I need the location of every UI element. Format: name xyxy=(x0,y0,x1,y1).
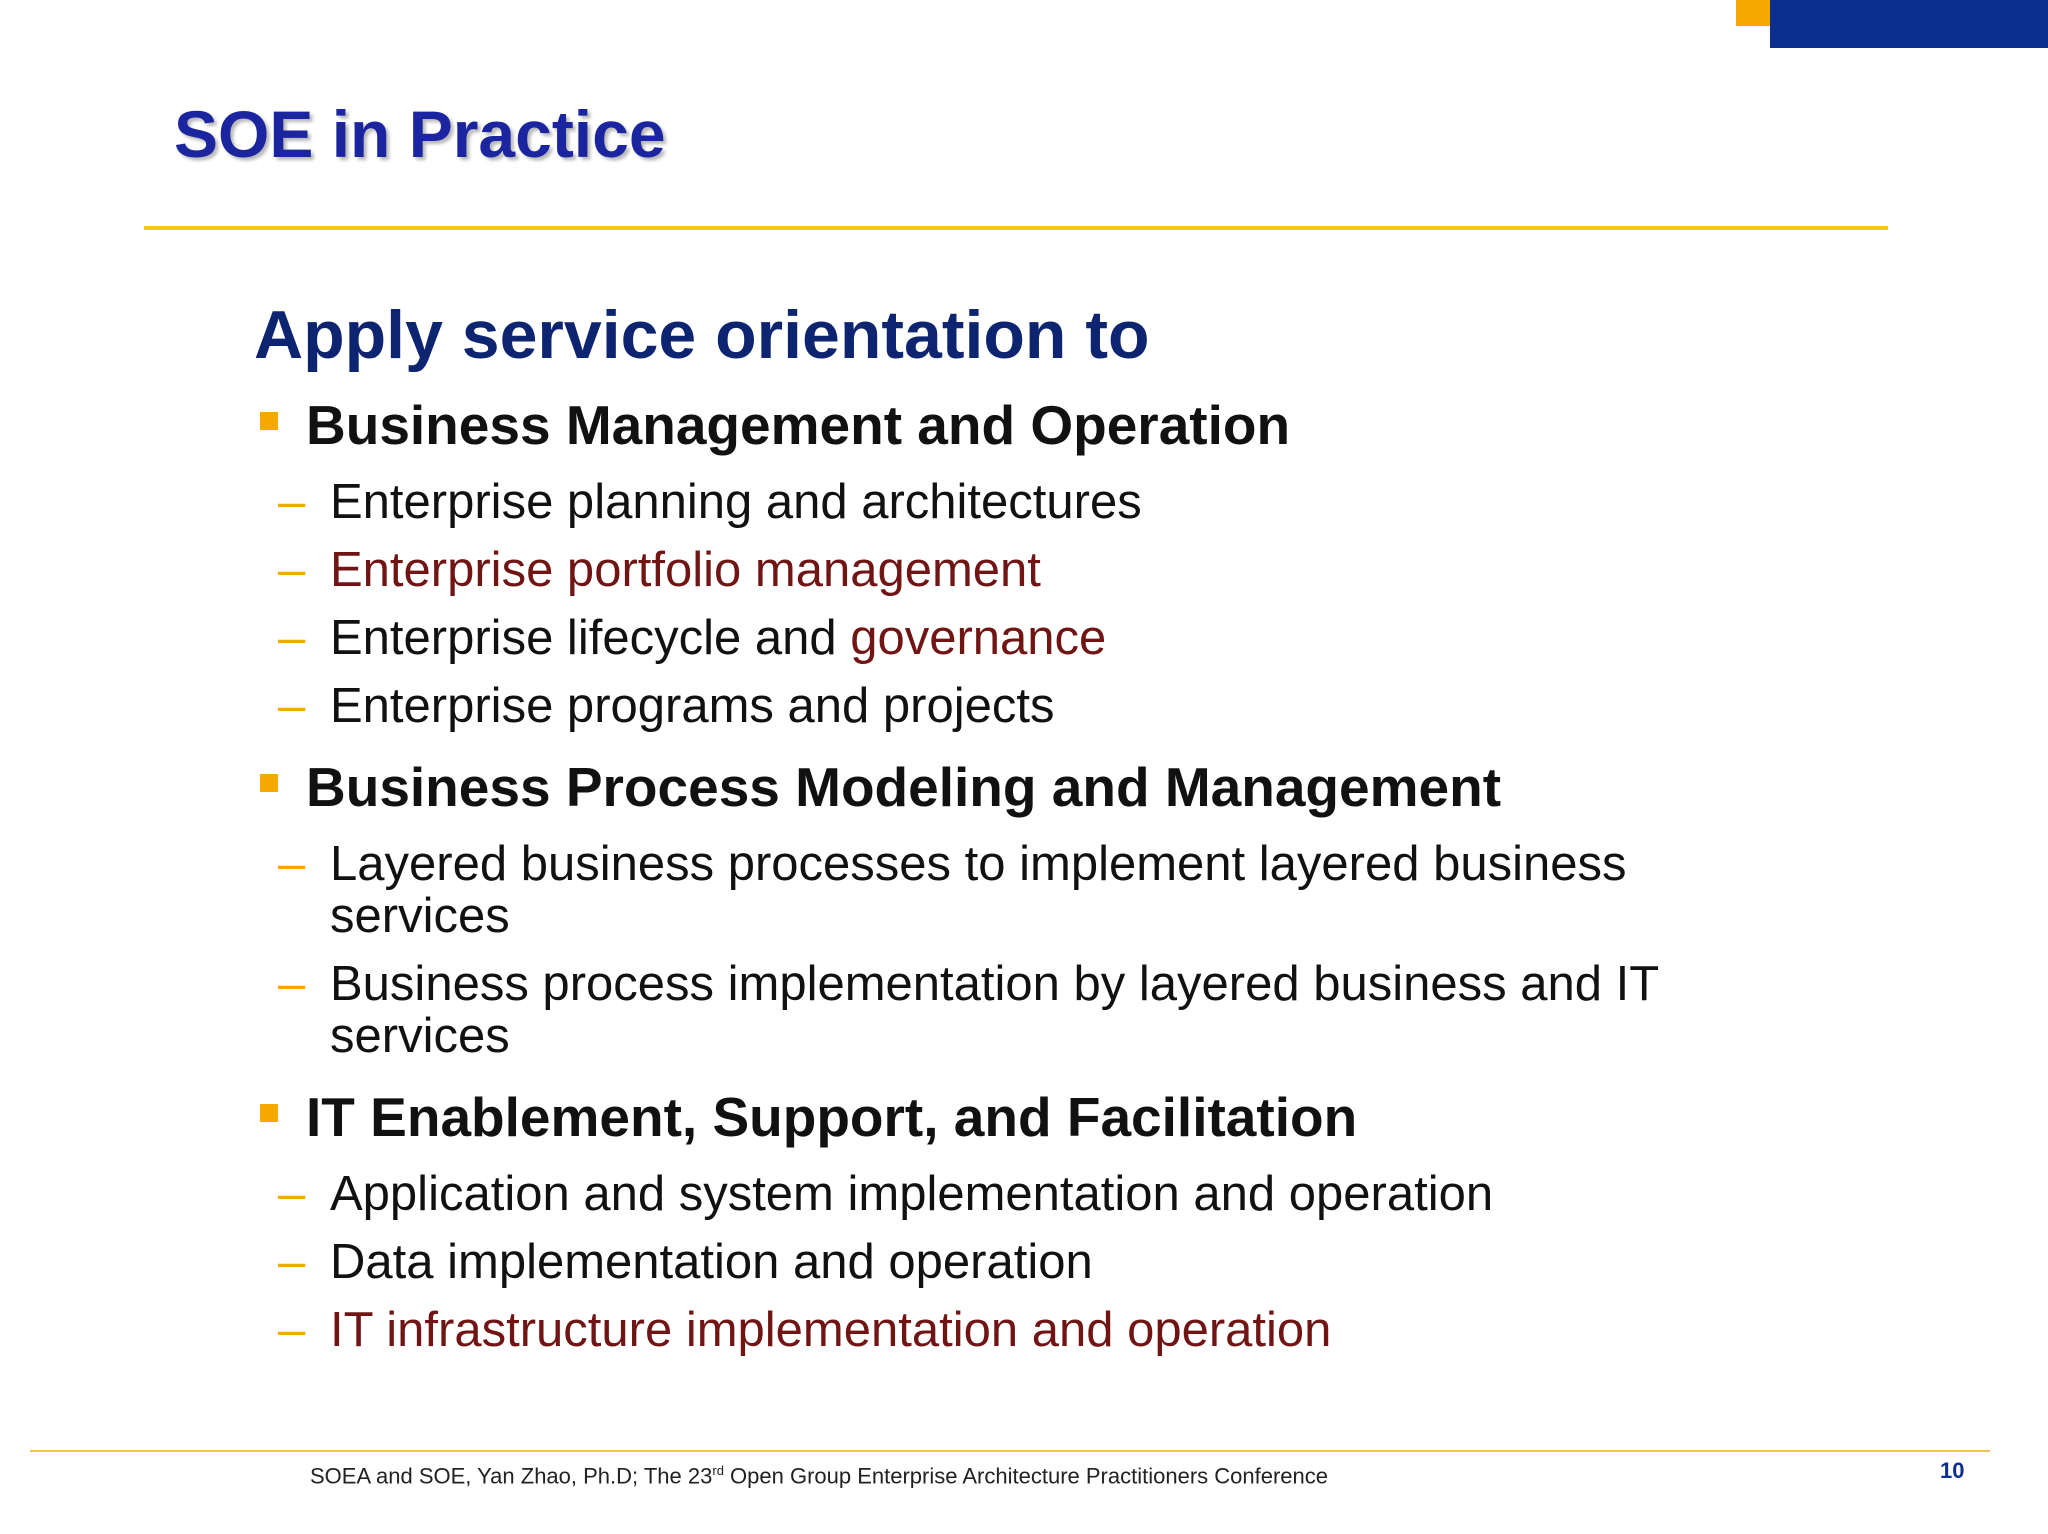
highlighted-word: governance xyxy=(850,611,1107,665)
dash-bullet-icon: – xyxy=(278,837,306,891)
section-label: IT Enablement, Support, and Facilitation xyxy=(306,1086,1358,1148)
list-item: – Layered business processes to implement layered business services xyxy=(278,837,1627,943)
dash-bullet-icon: – xyxy=(278,957,306,1011)
dash-bullet-icon: – xyxy=(278,1303,306,1357)
sub-bullet-list xyxy=(202,468,1762,740)
sub-bullet-list xyxy=(202,1160,1762,1364)
list-item: – Enterprise portfolio management xyxy=(278,543,1041,597)
dash-bullet-icon: – xyxy=(278,679,306,733)
list-item: – IT infrastructure implementation and operation xyxy=(278,1303,1332,1357)
sub-bullet-list xyxy=(202,830,1762,1070)
list-item: – Enterprise lifecycle and governance xyxy=(278,611,1107,665)
bullet-section xyxy=(254,744,1814,830)
bullet-section xyxy=(254,1074,1814,1160)
list-item: – Enterprise programs and projects xyxy=(278,679,1055,733)
corner-accent-blue xyxy=(1770,0,2048,48)
bullet-section xyxy=(254,382,1814,468)
dash-bullet-icon: – xyxy=(278,1235,306,1289)
list-item: – Application and system implementation and operation xyxy=(278,1167,1494,1221)
square-bullet-icon xyxy=(260,774,278,792)
page-number: 10 xyxy=(1940,1458,1965,1483)
title-divider xyxy=(144,226,1888,230)
section-label: Business Management and Operation xyxy=(306,394,1291,456)
square-bullet-icon xyxy=(260,412,278,430)
footer-divider xyxy=(30,1450,1990,1452)
slide-title: SOE in Practice xyxy=(174,97,666,171)
dash-bullet-icon: – xyxy=(278,1167,306,1221)
section-label: Business Process Modeling and Management xyxy=(306,756,1502,818)
dash-bullet-icon: – xyxy=(278,543,306,597)
list-item: – Data implementation and operation xyxy=(278,1235,1093,1289)
corner-accent-orange xyxy=(1736,0,1770,26)
list-item: – Business process implementation by layered business and IT services xyxy=(278,957,1659,1063)
dash-bullet-icon: – xyxy=(278,611,306,665)
slide-content xyxy=(254,290,1814,1368)
content-heading: Apply service orientation to xyxy=(254,297,1150,373)
dash-bullet-icon: – xyxy=(278,475,306,529)
list-item: – Enterprise planning and architectures xyxy=(278,475,1142,529)
footer-citation: SOEA and SOE, Yan Zhao, Ph.D; The 23rd Open Group Enterprise Architecture Practitioners Conference xyxy=(310,1463,1328,1489)
square-bullet-icon xyxy=(260,1104,278,1122)
